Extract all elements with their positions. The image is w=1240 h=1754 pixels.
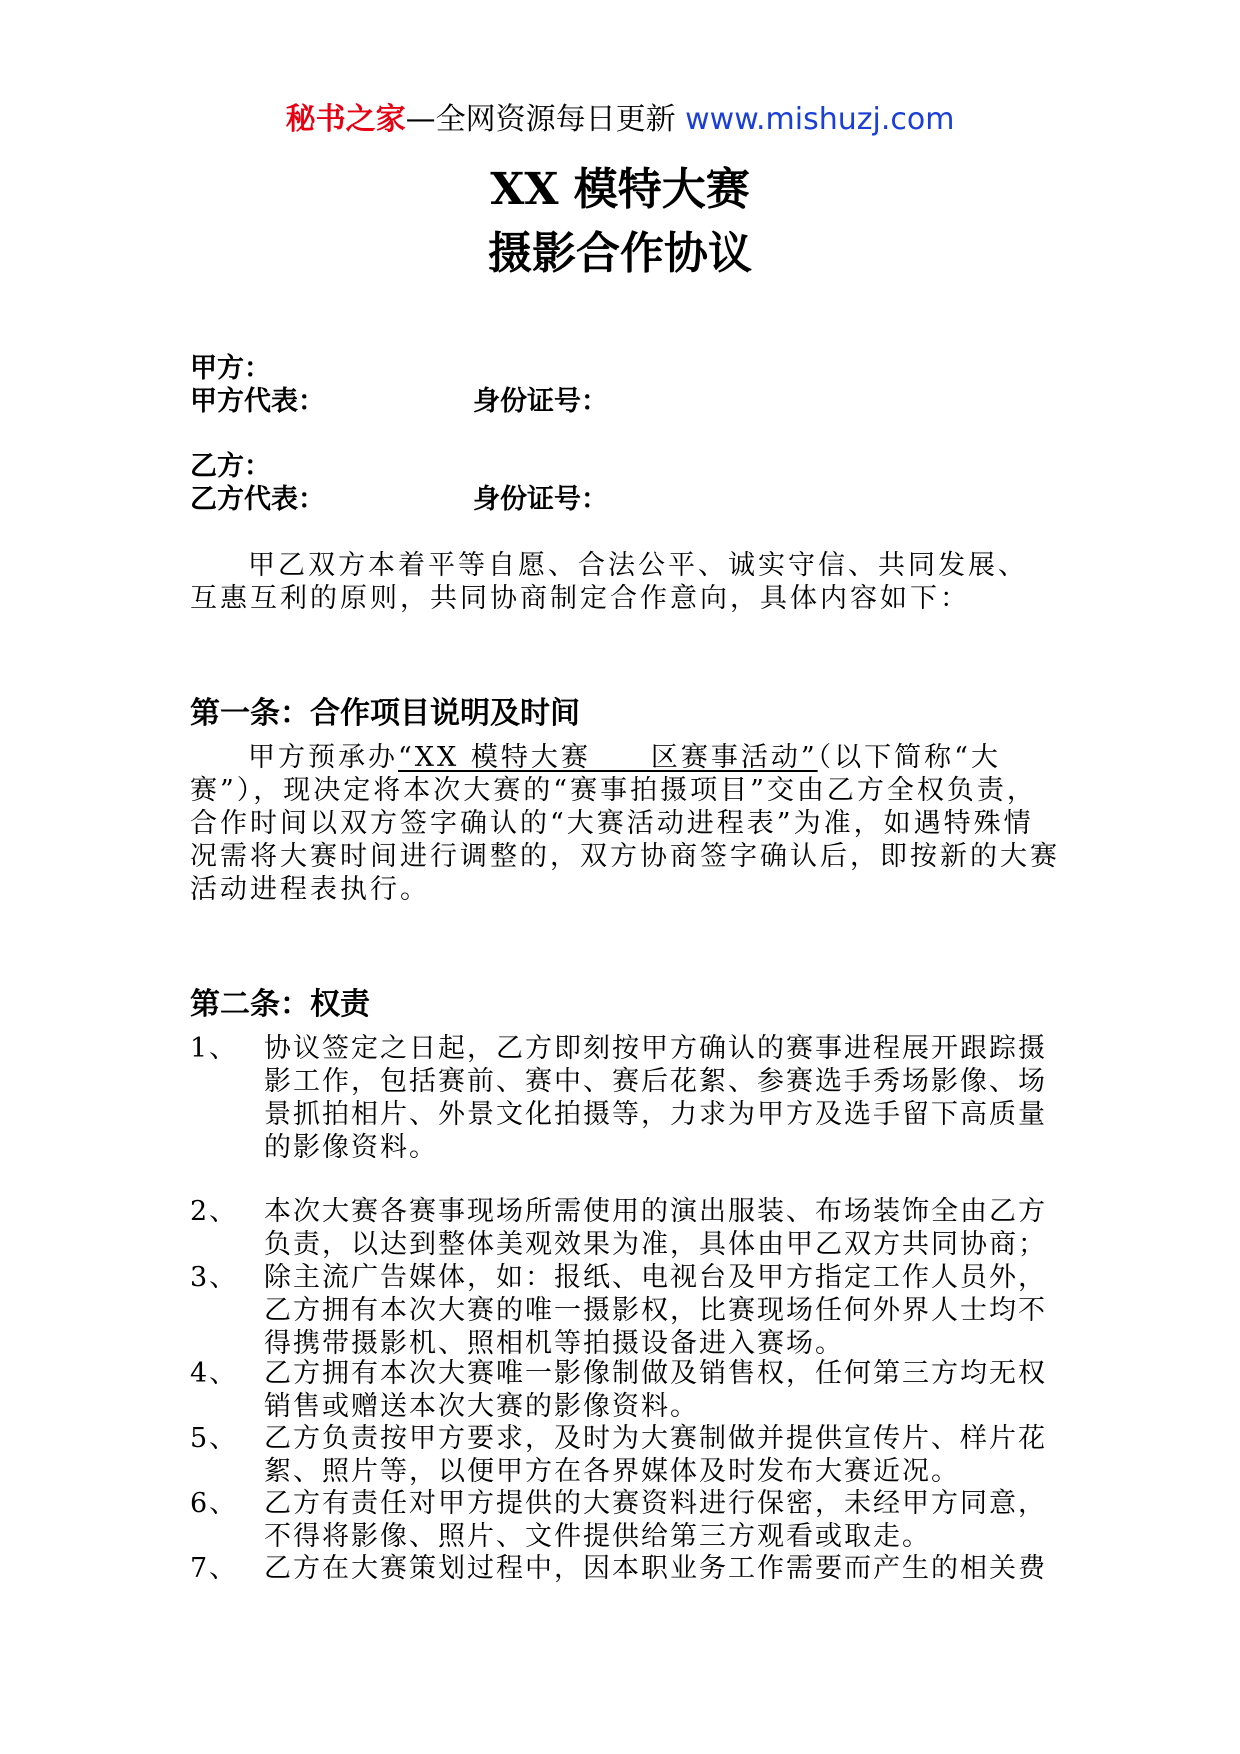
- article-1-line-1-post: （以下简称“大: [817, 742, 1001, 773]
- article-1-line-4: 况需将大赛时间进行调整的，双方协商签字确认后，即按新的大赛: [190, 841, 1060, 872]
- party-a-rep-row: [190, 385, 608, 419]
- list-item-number: 6、: [190, 1488, 239, 1519]
- party-a-label: [190, 352, 271, 386]
- article-2-heading: 第二条：权责: [190, 987, 370, 1022]
- list-item-number: 2、: [190, 1196, 239, 1227]
- intro-paragraph: [190, 549, 1060, 615]
- list-item-text: [264, 1261, 1064, 1360]
- list-item-line: 负责，以达到整体美观效果为准，具体由甲乙双方共同协商；: [264, 1229, 1047, 1260]
- list-item-line: 销售或赠送本次大赛的影像资料。: [264, 1391, 699, 1422]
- list-item-text: [264, 1032, 1064, 1164]
- list-item-line: 景抓拍相片、外景文化拍摄等，力求为甲方及选手留下高质量: [264, 1099, 1047, 1130]
- site-header: [0, 100, 1240, 140]
- list-item-line: 影工作，包括赛前、赛中、赛后花絮、参赛选手秀场影像、场: [264, 1066, 1047, 1097]
- party-b-label: [190, 450, 271, 484]
- list-item-line: 得携带摄影机、照相机等拍摄设备进入赛场。: [264, 1328, 844, 1359]
- article-1-event-name: “XX 模特大赛 区赛事活动”: [398, 742, 818, 773]
- list-item-line: 协议签定之日起，乙方即刻按甲方确认的赛事进程展开跟踪摄: [264, 1033, 1047, 1064]
- list-item-text: [264, 1195, 1064, 1261]
- list-item-line: 乙方在大赛策划过程中，因本职业务工作需要而产生的相关费: [264, 1553, 1047, 1584]
- list-item-line: 的影像资料。: [264, 1132, 438, 1163]
- site-slogan: —全网资源每日更新: [405, 102, 676, 137]
- list-item-line: 乙方负责按甲方要求，及时为大赛制做并提供宣传片、样片花: [264, 1423, 1047, 1454]
- document-title-line-1: XX 模特大赛: [490, 164, 750, 215]
- party-a-rep-label: 甲方代表：: [190, 386, 325, 417]
- party-b-rep-label: 乙方代表：: [190, 484, 325, 515]
- article-1-line-1-pre: 甲方预承办: [248, 742, 398, 773]
- list-item-text: [264, 1357, 1064, 1423]
- party-b-id-label: 身份证号：: [473, 484, 608, 515]
- site-brand: 秘书之家: [285, 102, 406, 137]
- list-item-line: 乙方拥有本次大赛唯一影像制做及销售权，任何第三方均无权: [264, 1358, 1047, 1389]
- party-b-rep-row: [190, 483, 608, 517]
- list-item-line: 乙方拥有本次大赛的唯一摄影权，比赛现场任何外界人士均不: [264, 1295, 1047, 1326]
- list-item-number: 3、: [190, 1262, 239, 1293]
- intro-line-1: 甲乙双方本着平等自愿、合法公平、诚实守信、共同发展、: [248, 550, 1028, 581]
- article-1-line-5: 活动进程表执行。: [190, 874, 430, 905]
- article-1-paragraph: [190, 741, 1060, 906]
- list-item-text: [264, 1487, 1064, 1553]
- list-item-text: [264, 1422, 1064, 1488]
- article-1-line-3: 合作时间以双方签字确认的“大赛活动进程表”为准，如遇特殊情: [190, 808, 1034, 839]
- list-item-line: 絮、照片等，以便甲方在各界媒体及时发布大赛近况。: [264, 1456, 960, 1487]
- site-url-link[interactable]: www.mishuzj.com: [685, 102, 955, 137]
- intro-line-2: 互惠互利的原则，共同协商制定合作意向，具体内容如下：: [190, 583, 970, 614]
- list-item-text: [264, 1552, 1064, 1585]
- list-item-line: 乙方有责任对甲方提供的大赛资料进行保密，未经甲方同意，: [264, 1488, 1047, 1519]
- list-item-number: 4、: [190, 1358, 239, 1389]
- list-item-line: 除主流广告媒体，如：报纸、电视台及甲方指定工作人员外，: [264, 1262, 1047, 1293]
- list-item-line: 不得将影像、照片、文件提供给第三方观看或取走。: [264, 1521, 931, 1552]
- list-item-line: 本次大赛各赛事现场所需使用的演出服装、布场装饰全由乙方: [264, 1196, 1047, 1227]
- article-1-line-1: [190, 741, 1060, 774]
- list-item-number: 1、: [190, 1033, 239, 1064]
- document-title-line-2: 摄影合作协议: [488, 228, 752, 279]
- list-item-number: 7、: [190, 1553, 239, 1584]
- article-1-line-2: 赛”），现决定将本次大赛的“赛事拍摄项目”交由乙方全权负责，: [190, 775, 1037, 806]
- article-1-heading: 第一条：合作项目说明及时间: [190, 696, 580, 731]
- party-b-text: 乙方：: [190, 451, 271, 482]
- party-a-text: 甲方：: [190, 353, 271, 384]
- party-a-id-label: 身份证号：: [473, 386, 608, 417]
- list-item-number: 5、: [190, 1423, 239, 1454]
